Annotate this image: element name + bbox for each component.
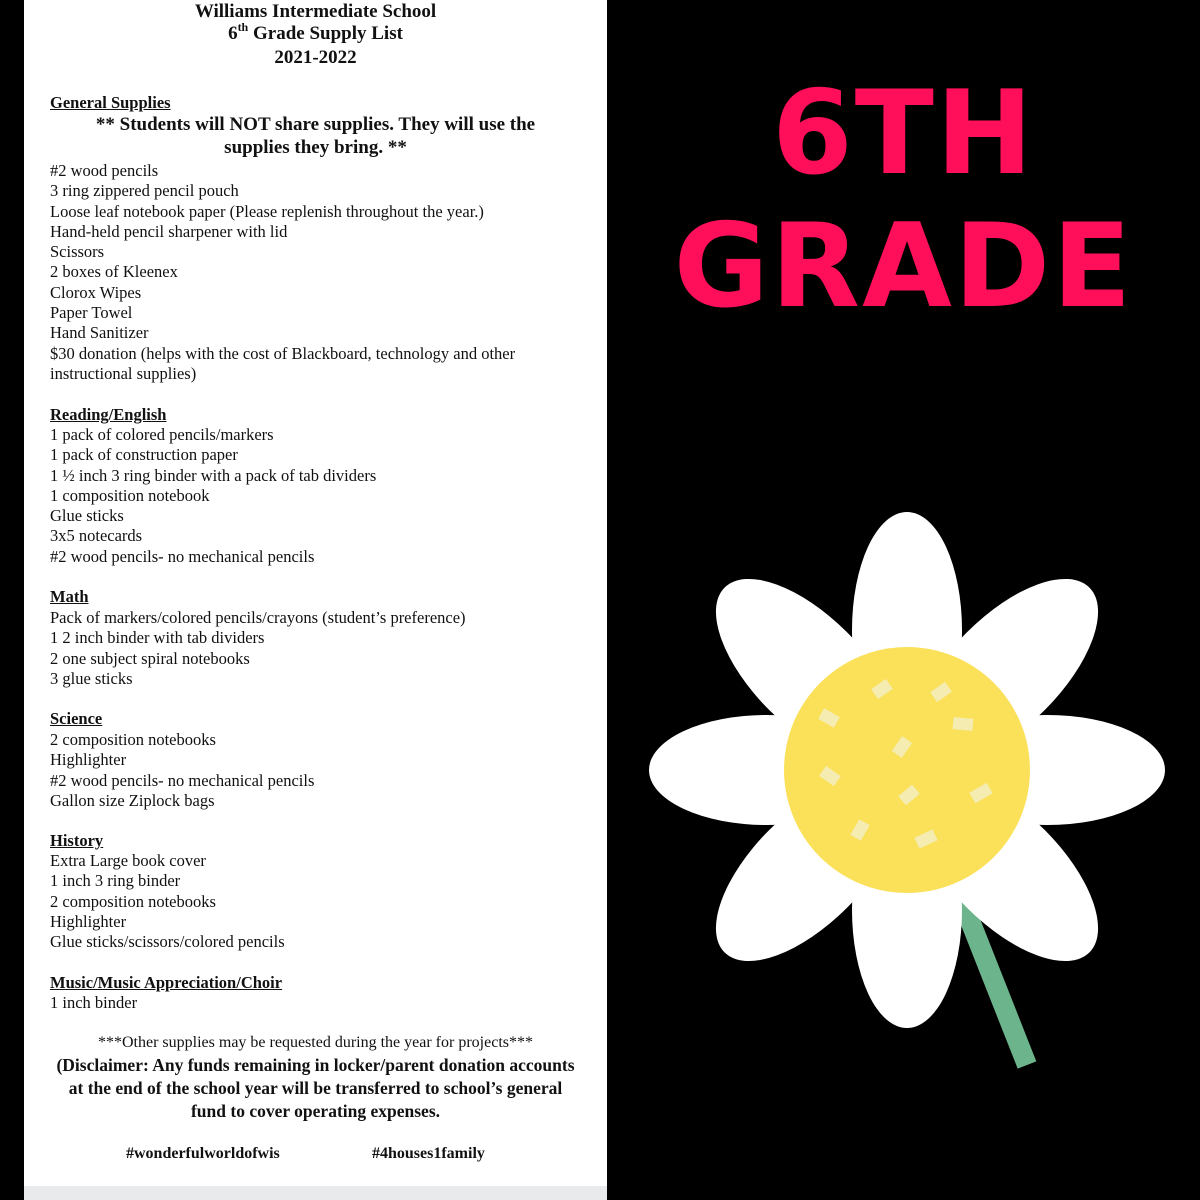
list-item: Clorox Wipes	[50, 282, 142, 302]
reading-supplies-list	[50, 425, 376, 567]
list-item: Hand Sanitizer	[50, 323, 149, 343]
document-bottom-strip	[24, 1186, 607, 1200]
speck	[953, 717, 974, 731]
math-supplies-list	[50, 608, 466, 689]
list-title	[24, 19, 607, 44]
list-item: Hand-held pencil sharpener with lid	[50, 221, 288, 241]
music-supplies-list	[50, 993, 137, 1013]
history-supplies-list	[50, 851, 285, 952]
section-title-math: Math	[50, 587, 89, 606]
disclaimer-text: (Disclaimer: Any funds remaining in locker/parent donation accounts at the end of the school year will be transferred to school’s general fund to cover operating expenses.	[56, 1055, 575, 1121]
list-item: 1 pack of colored pencils/markers	[50, 425, 274, 444]
hashtag-right: #4houses1family	[372, 1145, 485, 1162]
list-item: #2 wood pencils- no mechanical pencils	[50, 770, 315, 790]
graphic-title-line2: GRADE	[673, 199, 1134, 334]
list-item: 2 composition notebooks	[50, 891, 216, 911]
list-item: instructional supplies)	[50, 363, 197, 383]
list-item: 1 pack of construction paper	[50, 445, 238, 465]
list-item: Gallon size Ziplock bags	[50, 790, 215, 810]
list-item: 1 inch binder	[50, 993, 138, 1012]
list-item: #2 wood pencils	[50, 161, 159, 180]
list-item: 2 composition notebooks	[50, 730, 216, 749]
list-item: Extra Large book cover	[50, 851, 206, 870]
general-supplies-note: ** Students will NOT share supplies. They will use the supplies they bring. **	[95, 114, 536, 158]
section-title-history: History	[50, 831, 104, 850]
list-item: Highlighter	[50, 911, 127, 931]
list-item: Glue sticks/scissors/colored pencils	[50, 932, 285, 952]
list-item: 1 composition notebook	[50, 485, 210, 505]
list-item: Paper Towel	[50, 303, 133, 323]
list-item: 2 one subject spiral notebooks	[50, 648, 250, 668]
list-title-text: Grade Supply List	[252, 23, 403, 44]
list-item: 1 ½ inch 3 ring binder with a pack of tab dividers	[50, 465, 377, 485]
science-supplies-list	[50, 730, 314, 811]
list-item: 2 boxes of Kleenex	[50, 262, 178, 282]
list-item: Pack of markers/colored pencils/crayons (student’s preference)	[50, 608, 466, 627]
hashtag-left: #wonderfulworldofwis	[126, 1145, 280, 1162]
list-item: 3 ring zippered pencil pouch	[50, 181, 239, 201]
school-year: 2021-2022	[274, 47, 357, 68]
list-item: Loose leaf notebook paper (Please replenish throughout the year.)	[50, 201, 484, 221]
list-item: $30 donation (helps with the cost of Blackboard, technology and other	[50, 343, 516, 363]
list-item: Glue sticks	[50, 506, 124, 526]
other-supplies-note: ***Other supplies may be requested during the year for projects***	[98, 1034, 533, 1051]
general-supplies-list	[50, 161, 515, 384]
list-item: 1 2 inch binder with tab dividers	[50, 628, 265, 648]
list-item: Scissors	[50, 242, 105, 262]
flower-center	[784, 647, 1030, 893]
list-item: #2 wood pencils- no mechanical pencils	[50, 546, 315, 566]
grade-number: 6	[228, 23, 238, 44]
list-item: 3 glue sticks	[50, 668, 133, 688]
graphic-title-line1: 6TH	[772, 66, 1035, 201]
section-title-music: Music/Music Appreciation/Choir	[50, 973, 283, 992]
section-title-reading: Reading/English	[50, 405, 167, 424]
supply-list-document	[24, 0, 607, 1186]
section-title-general: General Supplies	[50, 93, 171, 112]
section-title-science: Science	[50, 709, 103, 728]
school-name: Williams Intermediate School	[194, 1, 437, 22]
list-item: 1 inch 3 ring binder	[50, 871, 181, 891]
list-item: 3x5 notecards	[50, 526, 143, 546]
daisy-flower-icon	[607, 420, 1200, 1080]
list-item: Highlighter	[50, 750, 127, 770]
grade-suffix: th	[237, 19, 249, 34]
